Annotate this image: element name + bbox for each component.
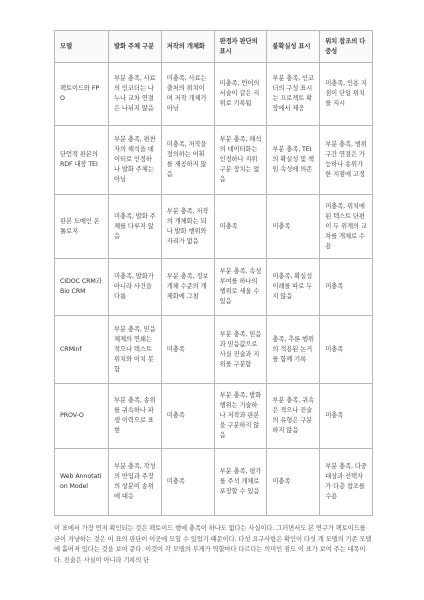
header-uncertainty: 불확실성 표시 — [267, 31, 320, 63]
table-cell: 부분 충족, 평가를 주석 개체로 포장할 수 있음 — [214, 449, 267, 516]
table-cell: 부분 충족, 속성 부여를 하나의 행위로 세울 수 있음 — [214, 259, 267, 316]
table-cell: 미충족 — [320, 259, 373, 316]
table-cell: 부분 충족, 정보 개체 수준의 개체화에 그침 — [161, 259, 214, 316]
table-cell: 부분 충족, 믿음 체제의 연쇄는 적으나 텍스트 위치와 이치 못함 — [109, 316, 162, 384]
table-cell: 부분 충족, TEI의 확실성 및 책임 속성에 의존 — [267, 126, 320, 195]
table-row — [55, 384, 373, 449]
table-cell: 미충족 — [267, 449, 320, 516]
table-row — [55, 449, 373, 516]
table-cell: 부분 충족, 귀속은 적으나 진술의 유형은 구분하지 않음 — [267, 384, 320, 449]
header-editor-judgment: 판정자 판단의 표시 — [214, 31, 267, 63]
table-cell: 미충족, 언어의 서술이 같은 지위로 기록됨 — [214, 63, 267, 126]
table-cell: 미충족, 인용 지점이 단일 위치를 지시 — [320, 63, 373, 126]
header-speaker-distinction: 발화 주체 구분 — [109, 31, 162, 63]
table-cell: 미충족 — [161, 384, 214, 449]
table-cell: 부분 충족, 다중 대상과 선택자가 다층 참조를 수용 — [320, 449, 373, 516]
model-name-cell: PROV-O — [55, 384, 109, 449]
header-model: 모델 — [55, 31, 109, 63]
table-cell: 미충족 — [214, 195, 267, 259]
table-cell: 미충족 — [320, 316, 373, 384]
table-row — [55, 316, 373, 384]
table-row — [55, 195, 373, 259]
table-cell: 부분 충족, 사료의 인코더는 나누나 교차 연결은 나뉘지 않음 — [109, 63, 162, 126]
table-row — [55, 126, 373, 195]
table-cell: 충족, 추론 행위의 적용된 논거를 함께 기록 — [267, 316, 320, 384]
header-work-individuation: 저작의 개체화 — [161, 31, 214, 63]
table-cell: 부분 충족, 해석의 데이터화는 인정하나 지위 구분 장치는 없음 — [214, 126, 267, 195]
table-cell: 부분 충족, 송위를 귀속하나 파생 이력으로 표현 — [109, 384, 162, 449]
model-name-cell: CRMinf — [55, 316, 109, 384]
model-name-cell: Web Annotation Model — [55, 449, 109, 516]
model-name-cell: CIDOC CRM과 Bio CRM — [55, 259, 109, 316]
table-cell: 미충족, 발화가 아니라 사건을 다룸 — [109, 259, 162, 316]
table-cell: 미충족 — [267, 195, 320, 259]
table-cell: 미충족 — [320, 384, 373, 449]
table-cell: 미충족, 사료는 출처의 위치이며 저작 개체가 아님 — [161, 63, 214, 126]
model-name-cell: 단언적 판본의 RDF 내장 TEI — [55, 126, 109, 195]
table-cell: 미충족 — [161, 316, 214, 384]
body-paragraph: 이 표에서 가장 먼저 확인되는 것은 팩토이드 행에 충족이 하나도 없다는 사실이다. 그러면서도 본 연구가 팩토이드를 굳이 겨냥하는 것은 이 표의 판단이 이곳에 모일 수 있었기 때문이다. 다섯 요구사항은 확인이 다섯 개 모델의 기존 모델에 흩어져 있다는 것을 보여 준다. 이것이 각 모델의 무게가 역할마다 다르다는 의미인 점도 이 표가 보여 주는 대목이다. 진술은 사실이 아니라 기록의 단 — [54, 525, 372, 565]
table-cell: 미충족, 위치에 된 텍스트 단편이 두 위계의 교차를 개체로 수용 — [320, 195, 373, 259]
table-row — [55, 63, 373, 126]
table-cell: 부분 충족, 작성의 반입과 주장의 상분이 송위에 대응 — [109, 449, 162, 516]
table-row — [55, 259, 373, 316]
table-cell: 부분 충족, 편찬자의 해석을 데이터로 인정하나 발화 주체는 아님 — [109, 126, 162, 195]
table-cell: 미충족, 확실성 이례를 따로 두지 않음 — [267, 259, 320, 316]
table-cell: 부분 충족, 저작의 개체화는 되나 발화 행위와 자리가 없음 — [161, 195, 214, 259]
table-header-row — [55, 31, 373, 63]
comparison-table — [54, 30, 373, 516]
table-cell: 부분 충족, 범위 구간 연결은 가능하나 송위가 한 지점에 고정 — [320, 126, 373, 195]
header-location-multiplicity: 위치 참조의 다중성 — [320, 31, 373, 63]
table-cell: 부분 충족, 발화 행위는 기술하나 저작과 판본을 구분하지 않음 — [214, 384, 267, 449]
table-cell: 미충족 — [161, 449, 214, 516]
model-name-cell: 판본 도메인 온톨로지 — [55, 195, 109, 259]
table-cell: 부분 충족, 믿음과 믿음값으로 사실 진술과 지위를 구분함 — [214, 316, 267, 384]
model-name-cell: 팩토이드와 FPO — [55, 63, 109, 126]
table-cell: 미충족, 발화 주체를 다루지 않음 — [109, 195, 162, 259]
table-cell: 미충족, 저작을 정의하는 어휘를 제공하지 않음 — [161, 126, 214, 195]
table-cell: 부분 충족, 인코더의 구성 표시는 프로젝트 확장에서 제공 — [267, 63, 320, 126]
